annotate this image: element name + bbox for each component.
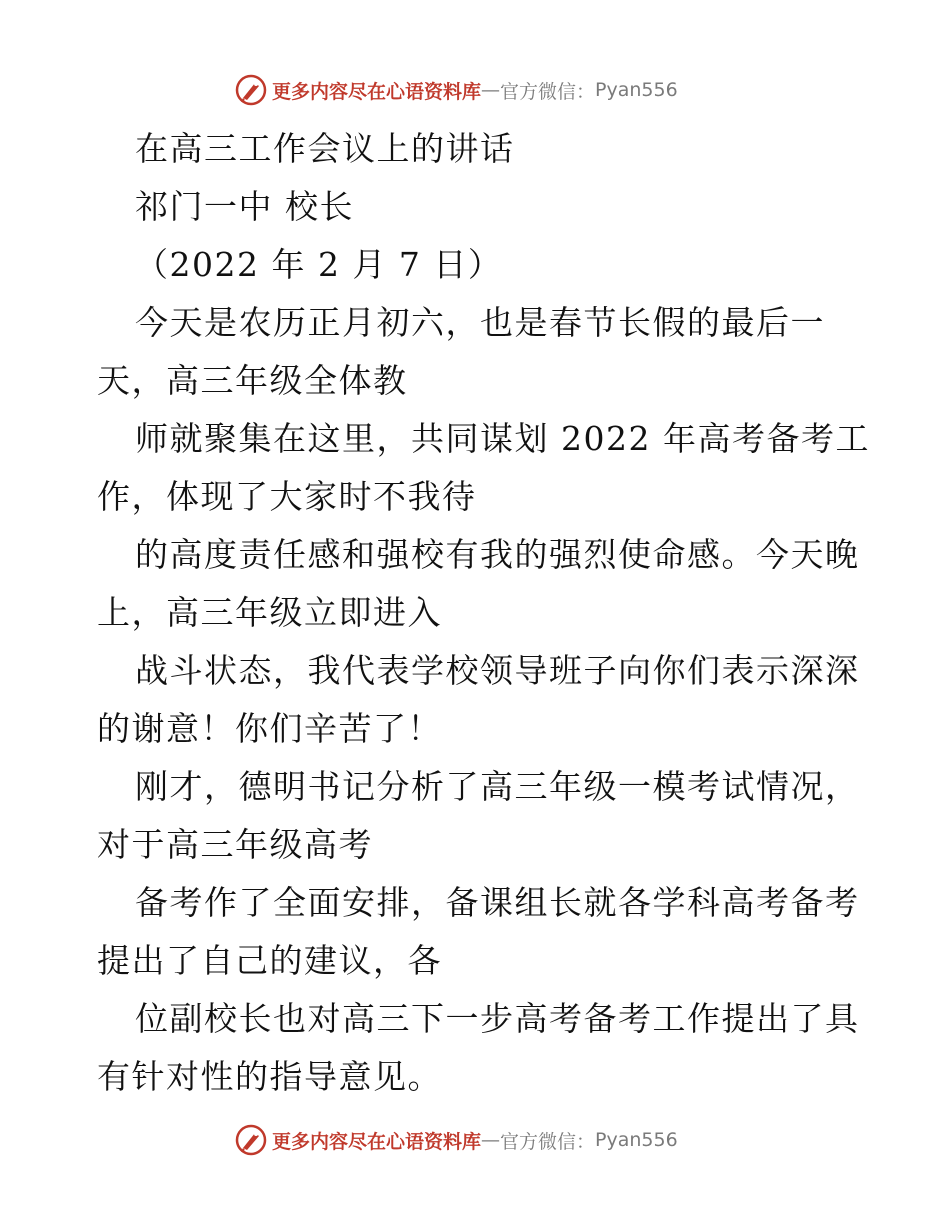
watermark-dash: — — [481, 79, 501, 101]
paragraph-line: 天，高三年级全体教 — [97, 361, 408, 400]
paragraph-line: 的高度责任感和强校有我的强烈使命感。今天晚 — [135, 535, 860, 574]
paragraph-line: 位副校长也对高三下一步高考备考工作提出了具 — [135, 999, 860, 1038]
paragraph-line: 对于高三年级高考 — [97, 825, 373, 864]
paragraph-line: 上，高三年级立即进入 — [97, 593, 442, 632]
paragraph-line: 今天是农历正月初六，也是春节长假的最后一 — [135, 303, 825, 342]
watermark-label: 官方微信： — [500, 80, 596, 103]
paragraph-line: 备考作了全面安排，备课组长就各学科高考备考 — [135, 883, 860, 922]
watermark-label: 官方微信： — [500, 1130, 596, 1153]
watermark-brand: 更多内容尽在心语资料库 — [272, 1130, 482, 1153]
header-watermark — [234, 73, 678, 107]
document-title: 在高三工作会议上的讲话 — [135, 129, 515, 168]
document-date: （2022 年 2 月 7 日） — [135, 245, 503, 284]
pen-logo-icon — [234, 73, 268, 107]
paragraph-line: 有针对性的指导意见。 — [97, 1057, 442, 1096]
document-body — [97, 120, 870, 1106]
watermark-account: Pyan556 — [595, 1129, 678, 1151]
pen-logo-icon — [234, 1123, 268, 1157]
document-author: 祁门一中 校长 — [135, 187, 354, 226]
paragraph-line: 战斗状态，我代表学校领导班子向你们表示深深 — [135, 651, 860, 690]
watermark-account: Pyan556 — [595, 79, 678, 101]
paragraph-line: 师就聚集在这里，共同谋划 2022 年高考备考工 — [135, 419, 870, 458]
paragraph-line: 作，体现了大家时不我待 — [97, 477, 477, 516]
paragraph-line: 提出了自己的建议，各 — [97, 941, 442, 980]
paragraph-line: 的谢意！你们辛苦了！ — [97, 709, 442, 748]
watermark-brand: 更多内容尽在心语资料库 — [272, 80, 482, 103]
paragraph-line: 刚才，德明书记分析了高三年级一模考试情况， — [135, 767, 860, 806]
footer-watermark — [234, 1123, 678, 1157]
watermark-dash: — — [481, 1129, 501, 1151]
